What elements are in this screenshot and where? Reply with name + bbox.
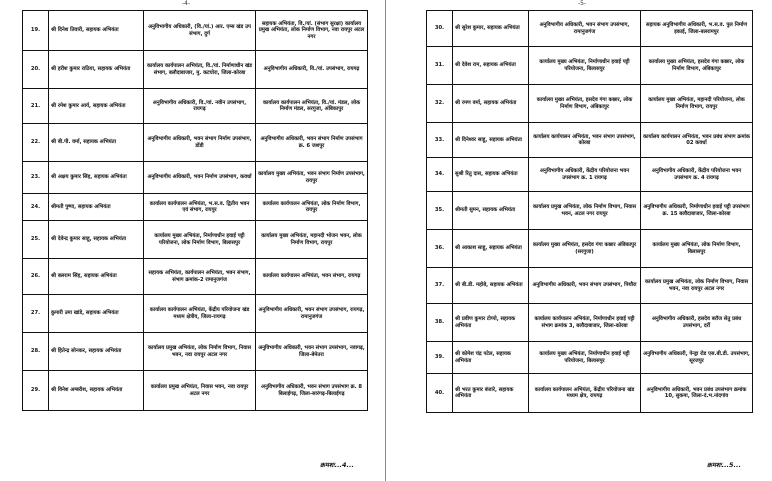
right-page-number: -5- bbox=[578, 0, 587, 7]
new-posting: अनुविभागीय अधिकारी, केंद्रीय परियोजना भवन उपसंभाग क्र. 4 रायगढ़ bbox=[641, 158, 753, 192]
current-posting: अनुविभागीय अधिकारी, भवन संभाग उपसंभाग, रामानुजगंज bbox=[529, 11, 641, 47]
left-footer: क्रमशः...4... bbox=[320, 461, 354, 469]
new-posting: सहायक अनुविभागीय अधिकारी, भ.स.व. पुल निर्माण इकाई, जिला-बलरामपुर bbox=[641, 11, 753, 47]
new-posting: अनुविभागीय अधिकारी, भवन संभाग उपसंभाग क्र. 8 बिलाईगढ़, जिला-सारंगढ़-बिलाईगढ़ bbox=[256, 371, 368, 411]
officer-name: श्री दिनेश तिवारी, सहायक अभियंता bbox=[49, 11, 144, 51]
officer-name: श्रीमती सुमन, सहायक अभियंता bbox=[453, 192, 529, 230]
current-posting: कार्यालय कार्यपालन अभियंता, भ.स.व. द्वितीय भवन एवं संभाग, रायपुर bbox=[144, 194, 256, 221]
serial-number: 32. bbox=[427, 85, 453, 123]
serial-number: 22. bbox=[23, 124, 49, 162]
new-posting: कार्यालय मुख्य अभियंता, लोक निर्माण विभाग, बिलासपुर bbox=[641, 230, 753, 268]
current-posting: कार्यालय मुख्य अभियंता, निर्माणाधीन हवाई पट्टी परियोजना, बिलासपुर bbox=[529, 47, 641, 85]
serial-number: 26. bbox=[23, 259, 49, 295]
officer-name: श्री आकाश साहू, सहायक अभियंता bbox=[453, 230, 529, 268]
table-row bbox=[23, 194, 368, 221]
right-footer: क्रमशः...5... bbox=[707, 461, 741, 469]
table-row bbox=[23, 162, 368, 194]
serial-number: 40. bbox=[427, 374, 453, 413]
current-posting: कार्यालय मुख्य अभियंता, हसदेव गंगा कछार, लोक निर्माण विभाग, अंबिकापुर bbox=[529, 85, 641, 123]
new-posting: कार्यालय मुख्य अभियंता, महानदी भोजन भवन, लोक निर्माण विभाग, रायपुर bbox=[256, 221, 368, 259]
table-row bbox=[427, 85, 753, 123]
current-posting: कार्यालय मुख्य अभियंता, निर्माणाधीन हवाई पट्टी परियोजना, लोक निर्माण विभाग, बिलासपुर bbox=[144, 221, 256, 259]
serial-number: 27. bbox=[23, 295, 49, 333]
new-posting: अनुविभागीय अधिकारी, भवन संभाग उपसंभाग, नवागढ़, जिला-बेमेतरा bbox=[256, 333, 368, 371]
serial-number: 23. bbox=[23, 162, 49, 194]
new-posting: अनुविभागीय अधिकारी, भवन संभाग उपसंभाग, रायगढ़, रामानुजगंज bbox=[256, 295, 368, 333]
serial-number: 38. bbox=[427, 304, 453, 342]
officer-name: सुश्री रितु दास, सहायक अभियंता bbox=[453, 158, 529, 192]
new-posting: कार्यालय मुख्य अभियंता, महानदी परियोजना, लोक निर्माण विभाग, रायपुर bbox=[641, 85, 753, 123]
table-row bbox=[23, 221, 368, 259]
new-posting: कार्यालय प्रमुख अभियंता, लोक निर्माण विभाग, निवास भवन, नवा रायपुर अटल नगर bbox=[641, 268, 753, 304]
officer-name: श्री दिनेश्वर साहू, सहायक अभियंता bbox=[453, 123, 529, 158]
officer-name: श्री विनेश अम्बरीश, सहायक अभियंता bbox=[49, 371, 144, 411]
officer-name: श्री हरीश कुमार राठिया, सहायक अभियंता bbox=[49, 51, 144, 89]
table-row bbox=[23, 333, 368, 371]
current-posting: अनुविभागीय अधिकारी, भवन निर्माण उपसंभाग, कवर्धा bbox=[144, 162, 256, 194]
table-row bbox=[427, 304, 753, 342]
serial-number: 30. bbox=[427, 11, 453, 47]
new-posting: कार्यालय कार्यपालन अभियंता, लोक निर्माण विभाग, रायपुर bbox=[256, 194, 368, 221]
current-posting: कार्यालय कार्यपालन अभियंता, भवन संभाग उपसंभाग, कोरबा bbox=[529, 123, 641, 158]
table-row bbox=[427, 11, 753, 47]
officer-name: कुमारी उमा खांडे, सहायक अभियंता bbox=[49, 295, 144, 333]
officer-name: श्री बलराम सिंह, सहायक अभियंता bbox=[49, 259, 144, 295]
new-posting: कार्यालय मुख्य अभियंता, हसदेव गंगा कछार, लोक निर्माण विभाग, अंबिकापुर bbox=[641, 47, 753, 85]
officer-name: श्री भरत कुमार बंजारे, सहायक अभियंता bbox=[453, 374, 529, 413]
table-row bbox=[427, 374, 753, 413]
new-posting: कार्यालय कार्यपालन अभियंता, भवन प्रबंध संभाग क्रमांक 02 कवर्धा bbox=[641, 123, 753, 158]
current-posting: कार्यालय कार्यपालन अभियंता, केंद्रीय परियोजना खंड मध्यम क्षेत्र, रायगढ़ bbox=[529, 374, 641, 413]
officer-name: श्री देवेन्द्र कुमार साहू, सहायक अभियंता bbox=[49, 221, 144, 259]
officer-name: श्री बी.पी. वर्मा, सहायक अभियंता bbox=[49, 124, 144, 162]
serial-number: 28. bbox=[23, 333, 49, 371]
officer-name: श्री बी.डी. महोबे, सहायक अभियंता bbox=[453, 268, 529, 304]
current-posting: अनुविभागीय अधिकारी, भवन संभाग निर्माण उपसंभाग, डोंडी bbox=[144, 124, 256, 162]
serial-number: 19. bbox=[23, 11, 49, 51]
current-posting: कार्यालय मुख्य अभियंता, निर्माणाधीन हवाई पट्टी परियोजना, बिलासपुर bbox=[529, 342, 641, 374]
new-posting: अनुविभागीय अधिकारी, पेन्ड्रा रोड एस.बी.डी. उपसंभाग, सूरजपुर bbox=[641, 342, 753, 374]
table-row bbox=[427, 158, 753, 192]
table-row bbox=[23, 11, 368, 51]
current-posting: कार्यालय कार्यपालन अभियंता, निर्माणाधीन हवाई पट्टी संभाग क्रमांक 3, बलौदाबाजार, जिला-कोरबा bbox=[529, 304, 641, 342]
table-row bbox=[23, 124, 368, 162]
new-posting: कार्यालय कार्यपालन अभियंता, भवन संभाग, रायगढ़ bbox=[256, 259, 368, 295]
new-posting: अनुविभागीय अधिकारी, वि./यां. उपसंभाग, रायगढ़ bbox=[256, 51, 368, 89]
current-posting: कार्यालय प्रमुख अभियंता, लोक निर्माण विभाग, निवास भवन, अटल नगर रायपुर bbox=[529, 192, 641, 230]
table-row bbox=[23, 371, 368, 411]
current-posting: सहायक अभियंता, कार्यपालन अभियंता, भवन संभाग, संभाग क्रमांक-2 रामानुजगंज bbox=[144, 259, 256, 295]
table-row bbox=[23, 51, 368, 89]
officer-name: श्री सुरेश कुमार, सहायक अभियंता bbox=[453, 11, 529, 47]
serial-number: 21. bbox=[23, 89, 49, 124]
table-row bbox=[427, 230, 753, 268]
new-posting: अनुविभागीय अधिकारी, निर्माणाधीन हवाई पट्टी उपसंभाग क्र. 15 बलौदाबाजार, जिला-कोरबा bbox=[641, 192, 753, 230]
serial-number: 39. bbox=[427, 342, 453, 374]
current-posting: कार्यालय मुख्य अभियंता, हसदेव गंगा कछार अंबिकापुर (सरगुजा) bbox=[529, 230, 641, 268]
serial-number: 36. bbox=[427, 230, 453, 268]
officer-name: श्री रमण वर्मा, सहायक अभियंता bbox=[453, 85, 529, 123]
new-posting: अनुविभागीय अधिकारी, भवन संभाग निर्माण उपसंभाग क्र. 6 जशपुर bbox=[256, 124, 368, 162]
new-posting: कार्यालय मुख्य अभियंता, भवन संभाग निर्माण उपसंभाग, रायपुर bbox=[256, 162, 368, 194]
officer-name: श्री हितेन्द्र सोनकर, सहायक अभियंता bbox=[49, 333, 144, 371]
officer-name: श्री देवेश राम, सहायक अभियंता bbox=[453, 47, 529, 85]
current-posting: कार्यालय कार्यपालन अभियंता, केंद्रीय परियोजना खंड मध्यम क्षेत्रीय, जिला-रायगढ़ bbox=[144, 295, 256, 333]
left-page-number: -4- bbox=[182, 0, 191, 7]
serial-number: 20. bbox=[23, 51, 49, 89]
current-posting: अनुविभागीय अधिकारी, वि./यां. नवीन उपसंभाग, रायगढ़ bbox=[144, 89, 256, 124]
left-transfer-table bbox=[22, 10, 368, 411]
serial-number: 31. bbox=[427, 47, 453, 85]
current-posting: अनुविभागीय अधिकारी, (वि./यां.) आर. एम्स खंड उप संभाग, दुर्ग bbox=[144, 11, 256, 51]
serial-number: 37. bbox=[427, 268, 453, 304]
officer-name: श्री कोमेश चंद्र पटेल, सहायक अभियंता bbox=[453, 342, 529, 374]
officer-name: श्रीमती पुष्पा, सहायक अभियंता bbox=[49, 194, 144, 221]
new-posting: अनुविभागीय अधिकारी, हसदेव बरॉज सेतु प्रबंध उपसंभाग, दर्री bbox=[641, 304, 753, 342]
serial-number: 24. bbox=[23, 194, 49, 221]
serial-number: 35. bbox=[427, 192, 453, 230]
current-posting: कार्यालय कार्यपालन अभियंता, वि./यां. निर्माणाधीन खंड संभाग, बलौदाबाजार, मु. कटघोरा, जिला-कोरबा bbox=[144, 51, 256, 89]
serial-number: 25. bbox=[23, 221, 49, 259]
officer-name: श्री अक्षय कुमार सिंह, सहायक अभियंता bbox=[49, 162, 144, 194]
table-row bbox=[23, 295, 368, 333]
serial-number: 33. bbox=[427, 123, 453, 158]
current-posting: कार्यालय प्रमुख अभियंता, लोक निर्माण विभाग, निवास भवन, नवा रायपुर अटल नगर bbox=[144, 333, 256, 371]
page-divider bbox=[385, 0, 386, 481]
new-posting: कार्यालय कार्यपालन अभियंता, वि./यां. मंडल, लोक निर्माण मंडल, सरगुजा, अंबिकापुर bbox=[256, 89, 368, 124]
table-row bbox=[23, 89, 368, 124]
table-row bbox=[427, 47, 753, 85]
new-posting: अनुविभागीय अधिकारी, भवन प्रबंध उपसंभाग क्रमांक 10, सुकमा, जिला-दं.भ.नांदगांव bbox=[641, 374, 753, 413]
new-posting: सहायक अभियंता, वि./यां. (संभाग सुरक्षा) कार्यालय प्रमुख अभियंता, लोक निर्माण विभाग, नवा रायपुर अटल नगर bbox=[256, 11, 368, 51]
current-posting: कार्यालय प्रमुख अभियंता, निवास भवन, नवा रायपुर अटल नगर bbox=[144, 371, 256, 411]
current-posting: अनुविभागीय अधिकारी, केंद्रीय परियोजना भवन उपसंभाग क्र. 1 रायगढ़ bbox=[529, 158, 641, 192]
table-row bbox=[427, 123, 753, 158]
right-transfer-table bbox=[426, 10, 753, 413]
officer-name: श्री प्रवीण कुमार टोप्पो, सहायक अभियंता bbox=[453, 304, 529, 342]
table-row bbox=[427, 192, 753, 230]
table-row bbox=[427, 342, 753, 374]
serial-number: 34. bbox=[427, 158, 453, 192]
current-posting: अनुविभागीय अधिकारी, भवन संभाग उपसंभाग, पिथौरा bbox=[529, 268, 641, 304]
table-row bbox=[427, 268, 753, 304]
serial-number: 29. bbox=[23, 371, 49, 411]
table-row bbox=[23, 259, 368, 295]
officer-name: श्री रमेश कुमार आर्य, सहायक अभियंता bbox=[49, 89, 144, 124]
